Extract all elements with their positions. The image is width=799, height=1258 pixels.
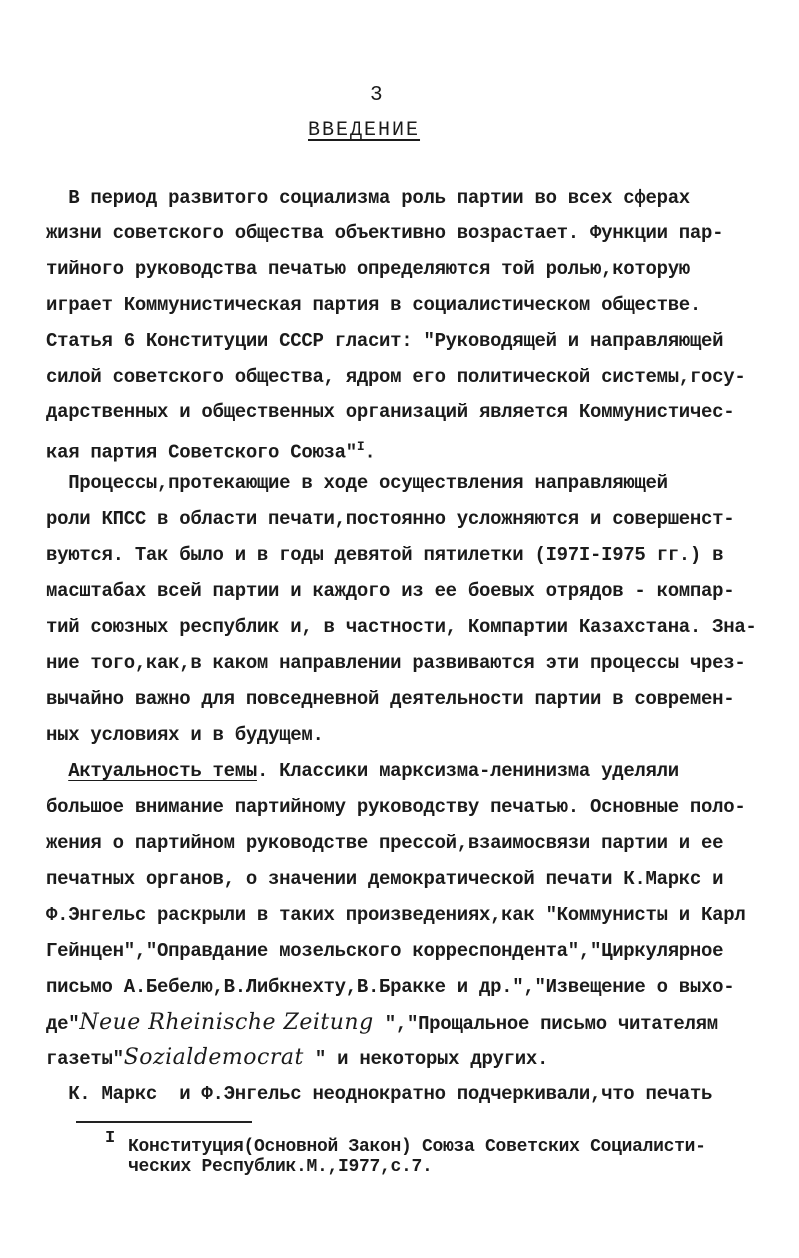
handwritten-title: Sozialdemocrat [123,1045,304,1070]
text-line: жизни советского общества объективно возрастает. Функции пар- [46,222,724,244]
text-line: большое внимание партийному руководству печатью. Основные поло- [46,796,746,818]
text-segment: де" [46,1013,80,1035]
underlined-term: Актуальность темы [68,760,257,782]
text-line [46,436,375,463]
footnote-line: Конституция(Основной Закон) Союза Советских Социалисти- [128,1137,706,1157]
page-title: ВВЕДЕНИЕ [308,119,421,142]
text-line: силой советского общества, ядром его политической системы,госу- [46,366,746,388]
handwritten-title: Neue Rheinische Zeitung [79,1010,374,1035]
text-line: В период развитого социализма роль партии во всех сферах [46,187,690,209]
text-line: тий союзных республик и, в частности, Компартии Казахстана. Зна- [46,616,757,638]
text-segment: . [364,441,376,464]
footnote-reference: I [356,439,365,454]
footnote-marker: I [105,1129,116,1148]
text-line [46,760,679,782]
text-line: Ф.Энгельс раскрыли в таких произведениях,как "Коммунисты и Карл [46,904,746,926]
text-segment: газеты" [46,1048,124,1070]
text-line: вуются. Так было и в годы девятой пятилетки (I97I-I975 гг.) в [46,544,724,566]
text-segment: . Классики марксизма-ленинизма уделяли [256,760,679,782]
text-line: роли КПСС в области печати,постоянно усложняются и совершенст- [46,508,735,530]
text-line: Процессы,протекающие в ходе осуществления направляющей [46,472,668,494]
text-line: тийного руководства печатью определяются той ролью,которую [46,258,690,280]
page-number: 3 [370,84,383,107]
text-line: дарственных и общественных организаций является Коммунистичес- [46,401,735,423]
text-line: письмо А.Бебелю,В.Либкнехту,В.Бракке и др.","Извещение о выхо- [46,976,735,998]
text-line: печатных органов, о значении демократической печати К.Маркс и [46,868,724,890]
text-line: Статья 6 Конституции СССР гласит: "Руководящей и направляющей [46,330,724,352]
text-line: масштабах всей партии и каждого из ее боевых отрядов - компар- [46,580,735,602]
text-line: Гейнцен","Оправдание мозельского корреспондента","Циркулярное [46,940,724,962]
footnote-line: ческих Республик.М.,I977,с.7. [128,1157,433,1177]
text-segment [46,760,68,782]
text-line: ние того,как,в каком направлении развиваются эти процессы чрез- [46,652,746,674]
text-segment: кая партия Советского Союза" [46,441,357,464]
footnote-divider [76,1121,252,1123]
text-line: К. Маркс и Ф.Энгельс неоднократно подчеркивали,что печать [46,1083,713,1105]
text-line: играет Коммунистическая партия в социалистическом обществе. [46,294,702,316]
text-segment: " и некоторых других. [303,1048,549,1070]
text-line: жения о партийном руководстве прессой,взаимосвязи партии и ее [46,832,724,854]
text-line [46,1047,548,1070]
text-line: вычайно важно для повседневной деятельности партии в современ- [46,688,735,710]
text-line [46,1012,718,1035]
text-segment: ","Прощальное письмо читателям [373,1013,718,1035]
text-line: ных условиях и в будущем. [46,724,324,746]
